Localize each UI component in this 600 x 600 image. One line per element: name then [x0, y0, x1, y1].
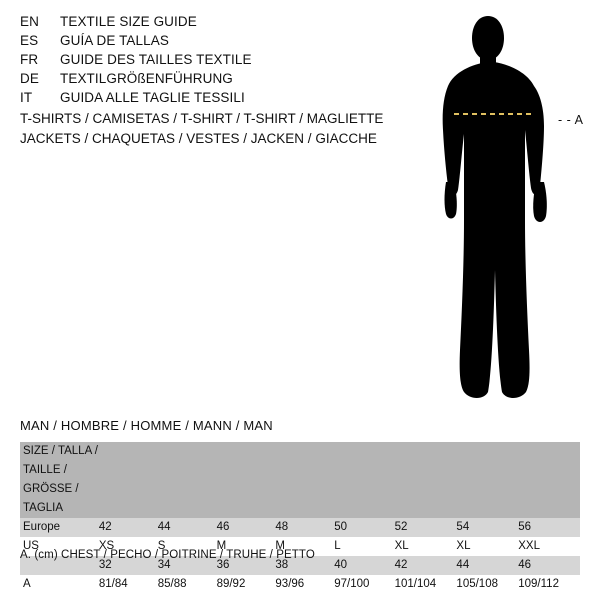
measurement-marker-a: - - A [558, 113, 584, 127]
table-header-row [20, 442, 580, 518]
language-row [20, 33, 380, 52]
table-cell: L [334, 537, 394, 556]
table-cell: 89/92 [217, 575, 276, 594]
row-label: Europe [20, 518, 99, 537]
table-header-spacer [217, 442, 276, 518]
category-jackets: JACKETS / CHAQUETAS / VESTES / JACKEN / GIACCHE [20, 131, 377, 146]
language-code: IT [20, 90, 33, 105]
table-cell: XL [456, 537, 518, 556]
body-figure [410, 10, 600, 410]
table-cell: XS [99, 537, 158, 556]
language-title: TEXTILE SIZE GUIDE [60, 14, 197, 29]
table-cell: 56 [518, 518, 580, 537]
language-code: EN [20, 14, 39, 29]
table-cell: M [275, 537, 334, 556]
language-title: GUIDE DES TAILLES TEXTILE [60, 52, 252, 67]
table-cell: 42 [99, 518, 158, 537]
table-cell: M [217, 537, 276, 556]
language-code: FR [20, 52, 39, 67]
table-cell: 38 [275, 556, 334, 575]
table-cell: 105/108 [456, 575, 518, 594]
language-row [20, 90, 380, 109]
table-cell: XL [395, 537, 457, 556]
table-cell: 48 [275, 518, 334, 537]
table-header-spacer [158, 442, 217, 518]
language-row [20, 52, 380, 71]
table-cell: 54 [456, 518, 518, 537]
language-row [20, 71, 380, 90]
table-cell: 32 [99, 556, 158, 575]
language-code: DE [20, 71, 39, 86]
table-cell: 44 [158, 518, 217, 537]
table-header-spacer [518, 442, 580, 518]
table-cell: 52 [395, 518, 457, 537]
table-cell: 93/96 [275, 575, 334, 594]
table-cell: 46 [518, 556, 580, 575]
table-row [20, 575, 580, 594]
table-cell: 42 [395, 556, 457, 575]
table-header-label: SIZE / TALLA / TAILLE / GRÖSSE / TAGLIA [20, 442, 99, 518]
table-header-spacer [99, 442, 158, 518]
table-row [20, 518, 580, 537]
language-title: GUÍA DE TALLAS [60, 33, 169, 48]
table-cell: 36 [217, 556, 276, 575]
language-row [20, 14, 380, 33]
table-section-title: MAN / HOMBRE / HOMME / MANN / MAN [20, 418, 273, 433]
table-cell: 40 [334, 556, 394, 575]
table-cell: XXL [518, 537, 580, 556]
table-cell: 97/100 [334, 575, 394, 594]
size-table [20, 442, 580, 594]
table-cell: 34 [158, 556, 217, 575]
table-cell: 81/84 [99, 575, 158, 594]
table-cell: 44 [456, 556, 518, 575]
table-cell: 50 [334, 518, 394, 537]
table-cell: 85/88 [158, 575, 217, 594]
language-list [20, 14, 380, 109]
table-cell: 101/104 [395, 575, 457, 594]
table-cell: S [158, 537, 217, 556]
language-title: TEXTILGRÖßENFÜHRUNG [60, 71, 233, 86]
language-title: GUIDA ALLE TAGLIE TESSILI [60, 90, 245, 105]
table-cell: 46 [217, 518, 276, 537]
table-footnote: A. (cm) CHEST / PECHO / POITRINE / TRUHE / PETTO [20, 549, 315, 561]
row-label: A [20, 575, 99, 594]
table-header-spacer [395, 442, 457, 518]
table-header-spacer [456, 442, 518, 518]
male-silhouette-icon [410, 10, 600, 410]
table-header-spacer [334, 442, 394, 518]
language-code: ES [20, 33, 39, 48]
row-label: US [20, 537, 99, 556]
category-tshirts: T-SHIRTS / CAMISETAS / T-SHIRT / T-SHIRT / MAGLIETTE [20, 111, 384, 126]
table-cell: 109/112 [518, 575, 580, 594]
garment-category-list [20, 111, 420, 151]
table-header-spacer [275, 442, 334, 518]
